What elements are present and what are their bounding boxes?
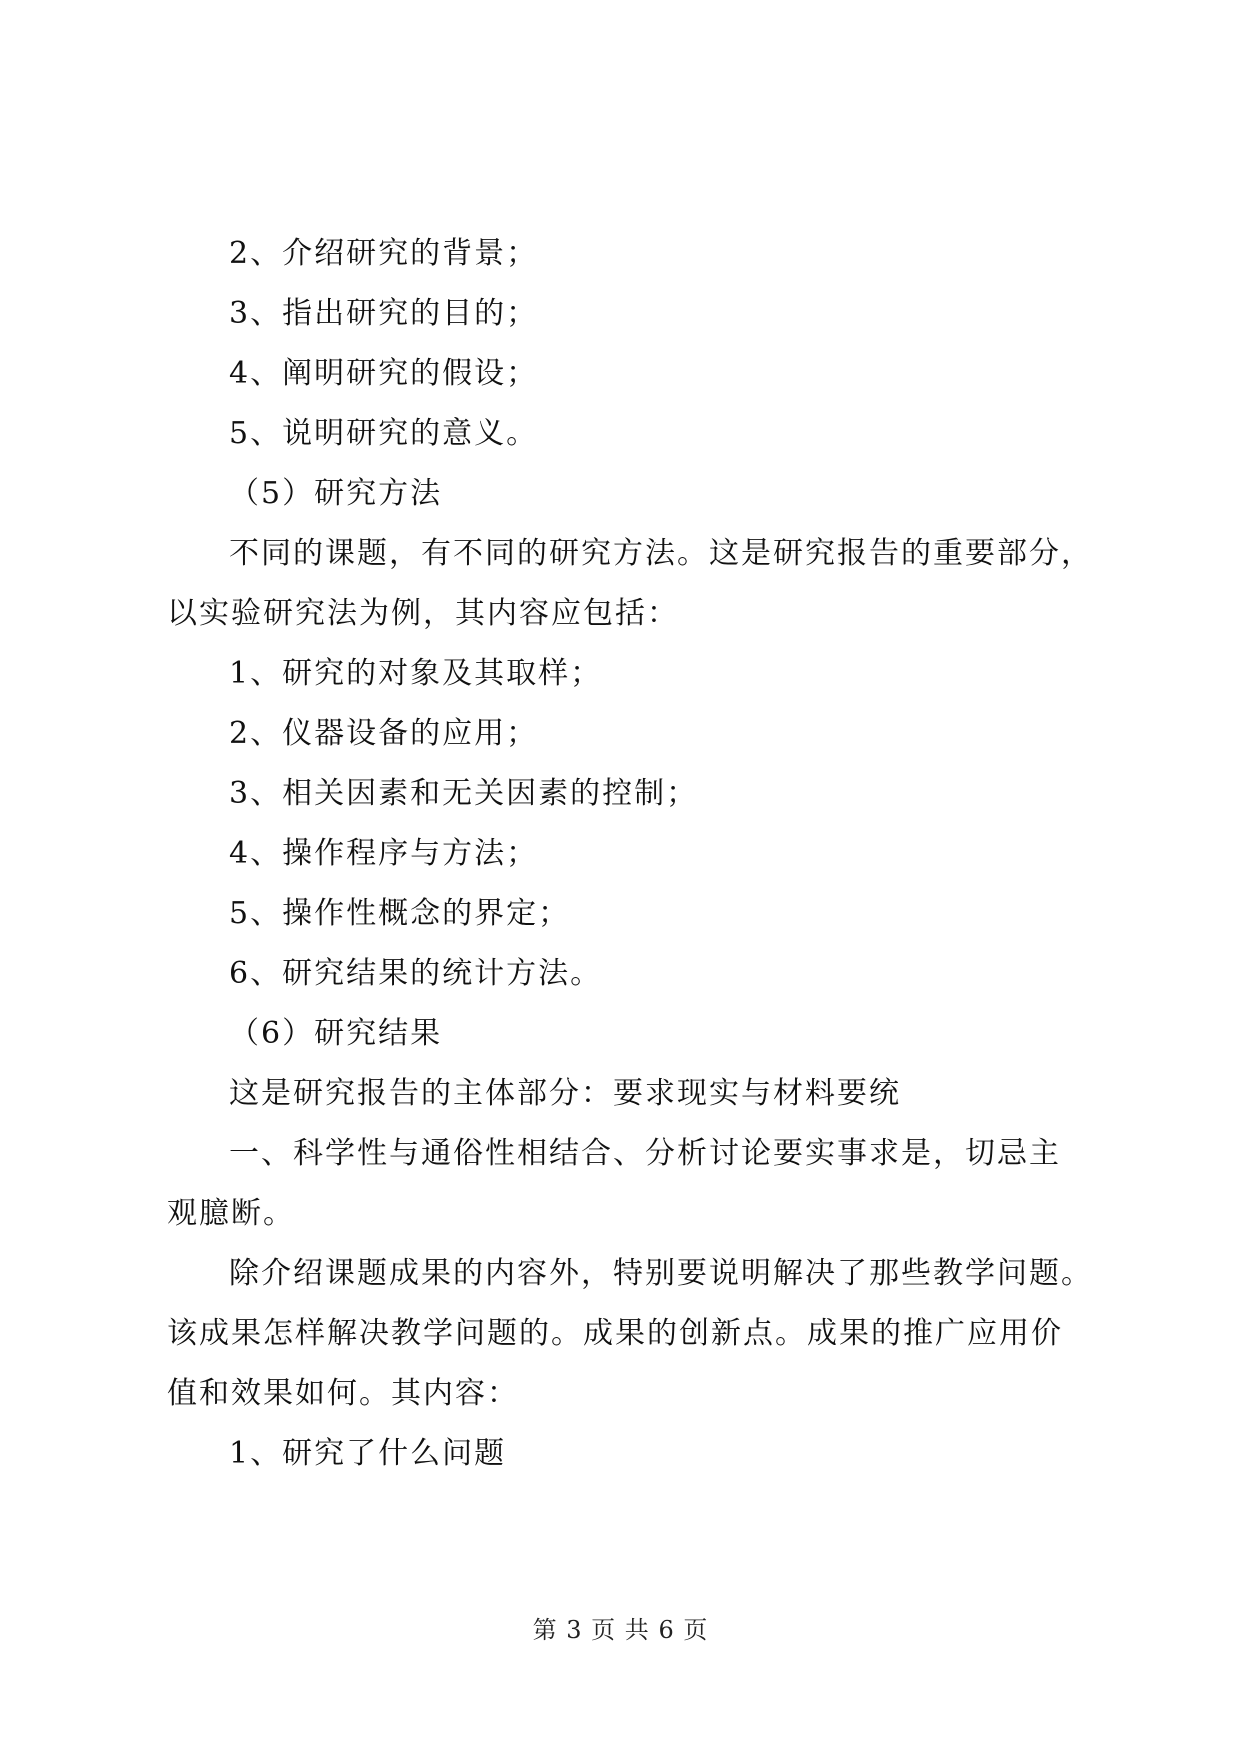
text-line: 3、指出研究的目的； — [229, 296, 539, 331]
text-line: （5）研究方法 — [229, 476, 443, 511]
text-line: 这是研究报告的主体部分：要求现实与材料要统 — [229, 1076, 901, 1111]
text-line: 5、操作性概念的界定； — [229, 896, 571, 931]
text-line: 5、说明研究的意义。 — [229, 416, 539, 451]
text-line: 不同的课题，有不同的研究方法。这是研究报告的重要部分， — [229, 536, 1093, 571]
text-line: 1、研究了什么问题 — [229, 1436, 507, 1471]
text-line: 1、研究的对象及其取样； — [229, 656, 603, 691]
text-line: 该成果怎样解决教学问题的。成果的创新点。成果的推广应用价 — [167, 1316, 1063, 1351]
text-line: 观臆断。 — [167, 1196, 295, 1231]
document-body — [167, 224, 1097, 1484]
text-line: （6）研究结果 — [229, 1016, 443, 1051]
text-line: 3、相关因素和无关因素的控制； — [229, 776, 699, 811]
text-line: 2、介绍研究的背景； — [229, 236, 539, 271]
text-line: 6、研究结果的统计方法。 — [229, 956, 603, 991]
text-line: 值和效果如何。其内容： — [167, 1376, 519, 1411]
text-line: 一、科学性与通俗性相结合、分析讨论要实事求是，切忌主 — [229, 1136, 1061, 1171]
text-line: 4、阐明研究的假设； — [229, 356, 539, 391]
text-line: 除介绍课题成果的内容外，特别要说明解决了那些教学问题。 — [229, 1256, 1093, 1291]
text-line: 4、操作程序与方法； — [229, 836, 539, 871]
page-footer: 第 3 页 共 6 页 — [532, 1616, 709, 1644]
text-line: 2、仪器设备的应用； — [229, 716, 539, 751]
text-line: 以实验研究法为例，其内容应包括： — [167, 596, 679, 631]
